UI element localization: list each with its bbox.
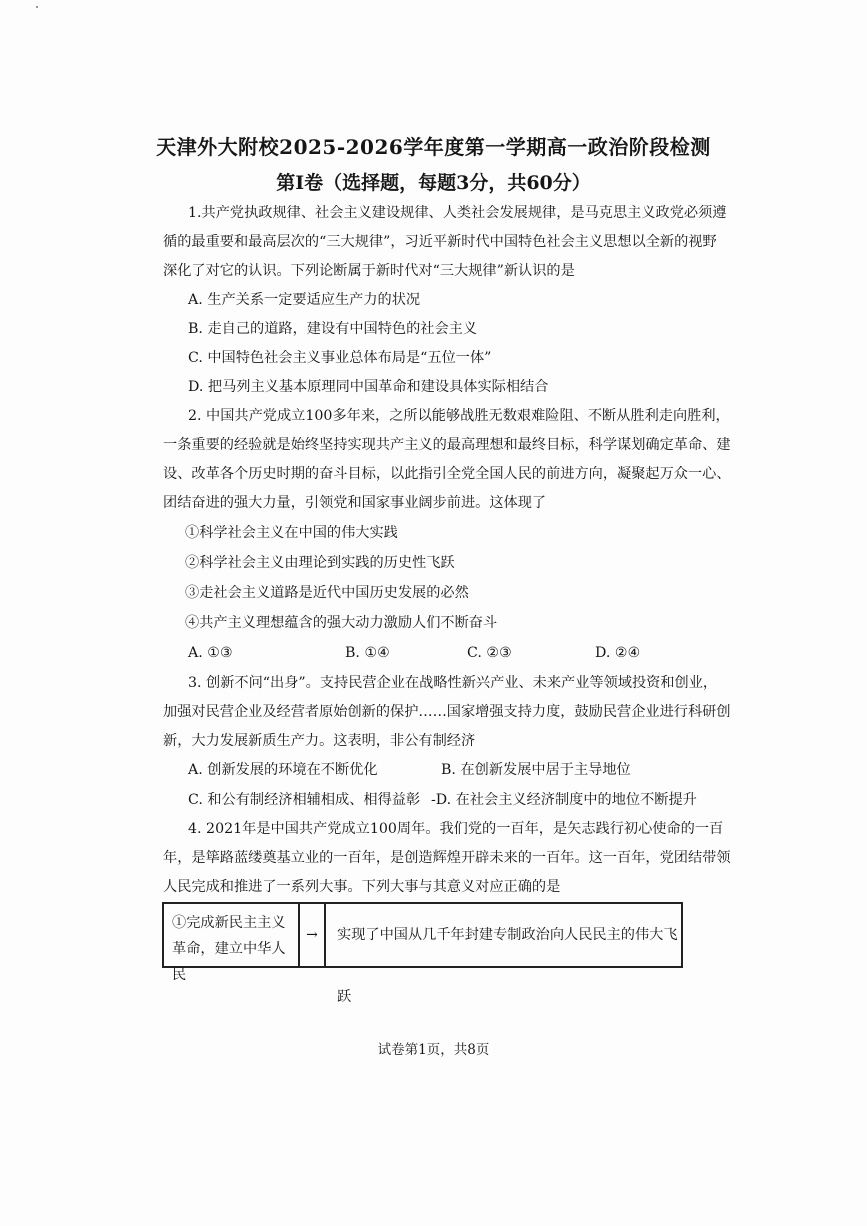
q3-option-b[interactable]: B. 在创新发展中居于主导地位 xyxy=(441,762,631,778)
q1-option-a[interactable]: A. 生产关系一定要适应生产力的状况 xyxy=(188,292,421,308)
q3-option-a[interactable]: A. 创新发展的环境在不断优化 xyxy=(188,762,378,778)
q1-stem-line-2: 循的最重要和最高层次的“三大规律”，习近平新时代中国特色社会主义思想以全新的视野 xyxy=(163,234,717,250)
q1-option-c[interactable]: C. 中国特色社会主义事业总体布局是“五位一体” xyxy=(188,350,492,366)
q4-event-line-1: ①完成新民主主义 xyxy=(172,915,286,931)
q2-option-b[interactable]: B. ①④ xyxy=(345,645,390,661)
q4-event-line-2: 革命，建立中华人民 xyxy=(172,941,286,983)
q2-statement-4: ④共产主义理想蕴含的强大动力激励人们不断奋斗 xyxy=(185,615,498,631)
q3-stem-line-1: 3. 创新不问“出身”。支持民营企业在战略性新兴产业、未来产业等领域投资和创业， xyxy=(188,675,718,691)
q2-statement-3: ③走社会主义道路是近代中国历史发展的必然 xyxy=(185,585,469,601)
q1-stem-line-3: 深化了对它的认识。下列论断属于新时代对“三大规律”新认识的是 xyxy=(163,263,575,279)
q3-option-c[interactable]: C. 和公有制经济相辅相成、相得益彰 xyxy=(188,792,421,808)
q2-stem-line-2: 一条重要的经验就是始终坚持实现共产主义的最高理想和最终目标，科学谋划确定革命、建 xyxy=(163,437,731,453)
q1-option-d[interactable]: D. 把马列主义基本原理同中国革命和建设具体实际相结合 xyxy=(188,379,549,395)
q2-statement-2: ②科学社会主义由理论到实践的历史性飞跃 xyxy=(185,555,455,571)
scan-speck xyxy=(36,6,38,8)
q4-matching-table xyxy=(162,902,683,1005)
q4-stem-line-2: 年，是筚路蓝缕奠基立业的一百年，是创造辉煌开辟未来的一百年。这一百年，党团结带领 xyxy=(163,850,731,866)
page-footer: 试卷第1页，共8页 xyxy=(377,1042,490,1058)
q1-stem-line-1: 1.共产党执政规律、社会主义建设规律、人类社会发展规律，是马克思主义政党必须遵 xyxy=(188,205,727,221)
q3-stem-line-2: 加强对民营企业及经营者原始创新的保护……国家增强支持力度，鼓励民营企业进行科研创 xyxy=(163,704,731,720)
q1-option-b[interactable]: B. 走自己的道路，建设有中国特色的社会主义 xyxy=(188,321,478,337)
q2-option-a[interactable]: A. ①③ xyxy=(188,645,233,661)
q2-option-c[interactable]: C. ②③ xyxy=(467,645,512,661)
q2-statement-1: ①科学社会主义在中国的伟大实践 xyxy=(185,525,398,541)
q4-stem-line-3: 人民完成和推进了一系列大事。下列大事与其意义对应正确的是 xyxy=(163,879,561,895)
section-heading: 第Ⅰ卷（选择题，每题3分，共60分） xyxy=(276,172,591,194)
q2-stem-line-1: 2. 中国共产党成立100多年来，之所以能够战胜无数艰难险阻、不断从胜利走向胜利， xyxy=(188,408,730,424)
q2-stem-line-3: 设、改革各个历史时期的奋斗目标，以此指引全党全国人民的前进方向，凝聚起万众一心、 xyxy=(163,466,731,482)
q4-event-cell xyxy=(164,904,300,983)
exam-title: 天津外大附校2025-2026学年度第一学期高一政治阶段检测 xyxy=(156,135,711,159)
q2-stem-line-4: 团结奋进的强大力量，引领党和国家事业阔步前进。这体现了 xyxy=(163,495,547,511)
arrow-right-icon: → xyxy=(300,904,326,966)
q3-option-d[interactable]: -D. 在社会主义经济制度中的地位不断提升 xyxy=(431,792,697,808)
q3-stem-line-3: 新，大力发展新质生产力。这表明，非公有制经济 xyxy=(163,733,476,749)
q2-option-d[interactable]: D. ②④ xyxy=(595,645,641,661)
q4-stem-line-1: 4. 2021年是中国共产党成立100周年。我们党的一百年，是矢志践行初心使命的一百 xyxy=(188,821,724,837)
q4-meaning-cell: 实现了中国从几千年封建专制政治向人民民主的伟大飞跃 xyxy=(337,927,678,1005)
